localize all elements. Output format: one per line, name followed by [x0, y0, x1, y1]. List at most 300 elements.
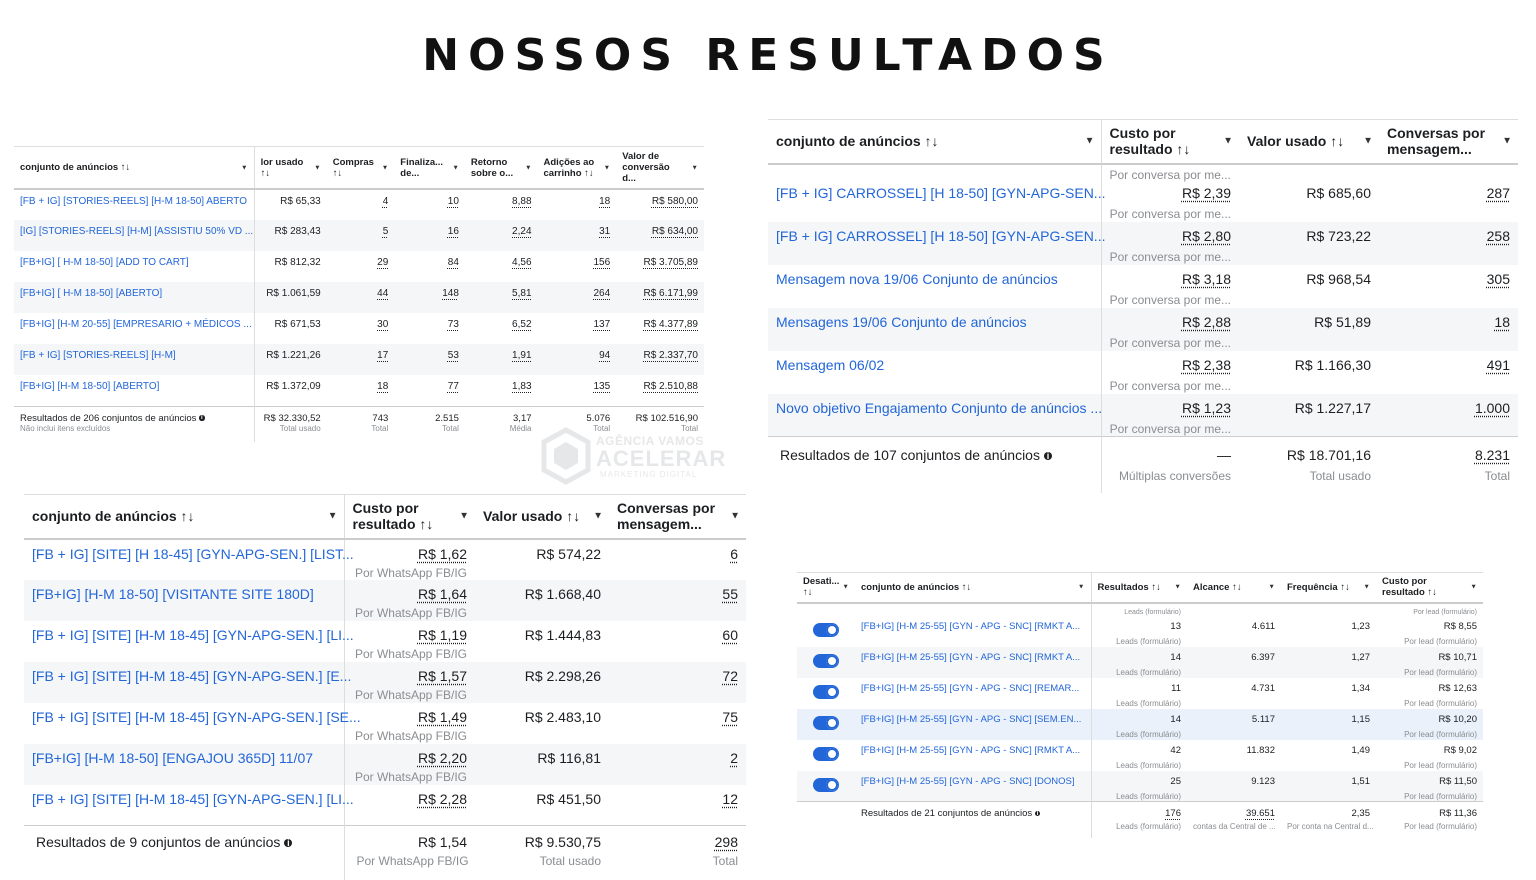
table-row[interactable]	[768, 308, 1518, 351]
ad-set-name-link[interactable]	[24, 580, 344, 621]
ad-set-name-link[interactable]	[14, 251, 254, 282]
metric-cell	[616, 189, 704, 220]
metric-cell	[254, 313, 327, 344]
frequency-value-value: 1,49	[1351, 744, 1370, 756]
metric-cell-value: 1,91	[512, 350, 532, 361]
pd-column-header-0[interactable]	[797, 573, 855, 603]
pd-column-header-4[interactable]	[1281, 573, 1376, 603]
empty-cell	[797, 802, 855, 838]
amount-spent	[475, 580, 609, 621]
frequency-value-value: 1,15	[1351, 713, 1370, 725]
total-cell-sublabel: Total	[593, 423, 611, 433]
ad-set-name-link[interactable]	[14, 189, 254, 220]
table-row[interactable]	[768, 351, 1518, 394]
frequency-value	[1281, 647, 1376, 678]
chevron-down-icon[interactable]: ▼	[381, 164, 389, 171]
reach-count	[1187, 647, 1281, 678]
conversations-count	[609, 662, 746, 703]
table-row[interactable]	[14, 220, 704, 251]
metric-cell	[254, 189, 327, 220]
metric-cell-value: 18	[377, 381, 389, 392]
total-frequency-sublabel: Por conta na Central d...	[1287, 822, 1374, 831]
pa-column-header-5[interactable]	[538, 147, 617, 190]
conversations-count	[609, 621, 746, 662]
total-cost-per-lead-value: R$ 11,36	[1439, 808, 1477, 819]
page-title: NOSSOS RESULTADOS	[422, 30, 1114, 81]
chevron-down-icon[interactable]: ▼	[603, 164, 611, 171]
chevron-down-icon[interactable]: ▼	[1363, 583, 1370, 591]
ad-set-name-link-value[interactable]: [FB + IG] [SITE] [H-M 18-45] [GYN-APG-SEN.] [LI...	[32, 626, 354, 643]
cost-per-result-sublabel: Por WhatsApp FB/IG	[354, 728, 467, 743]
metric-cell-value: 29	[377, 257, 389, 268]
ad-set-name-link-value[interactable]: [FB+IG] [H-M 25-55] [GYN - APG - SNC] [RMKT A...	[861, 620, 1081, 632]
chevron-down-icon[interactable]: ▼	[524, 164, 532, 171]
chevron-down-icon[interactable]: ▼	[730, 510, 740, 522]
ad-set-name-link[interactable]	[14, 282, 254, 313]
cost-per-result	[344, 662, 475, 703]
metric-cell-value: 73	[447, 319, 459, 330]
total-spent-value: R$ 18.701,16	[1286, 447, 1371, 463]
metric-cell-value: R$ 812,32	[274, 257, 321, 268]
total-cell-value: 2.515	[435, 412, 459, 424]
chevron-down-icon[interactable]: ▼	[459, 510, 469, 522]
reach-count-value: 9.123	[1251, 775, 1275, 787]
frequency-value-value: 1,27	[1351, 651, 1370, 663]
active-toggle[interactable]	[813, 654, 839, 668]
info-icon[interactable]: i	[1044, 452, 1052, 460]
results-summary	[855, 802, 1091, 838]
cost-per-lead	[1376, 678, 1483, 709]
cost-per-lead	[1376, 771, 1483, 802]
reach-count-value: 4.731	[1251, 682, 1275, 694]
cost-per-result-value: R$ 1,19	[417, 626, 467, 643]
pa-column-header-2[interactable]	[327, 147, 395, 190]
conversations-count	[1379, 265, 1518, 308]
results-count	[1091, 678, 1187, 709]
total-frequency	[1281, 802, 1376, 838]
table-row[interactable]	[768, 222, 1518, 265]
ad-set-name-link[interactable]	[768, 265, 1101, 308]
ad-set-name-link-value[interactable]: [FB+IG] [H-M 18-50] [ENGAJOU 365D] 11/07	[32, 749, 314, 766]
amount-spent	[475, 539, 609, 580]
results-summary-value: Resultados de 21 conjuntos de anúncios i	[861, 808, 1039, 819]
ad-set-name-link[interactable]	[14, 313, 254, 344]
conversations-count	[1379, 222, 1518, 265]
cost-per-result-value: R$ 1,23	[1181, 399, 1231, 416]
table-row[interactable]	[24, 580, 746, 621]
metric-cell	[616, 282, 704, 313]
total-cell-sublabel: Total	[681, 423, 698, 433]
metric-cell	[616, 344, 704, 375]
pa-column-header-0[interactable]	[14, 147, 254, 190]
total-spent	[1239, 437, 1379, 493]
table-row[interactable]	[14, 282, 704, 313]
chevron-down-icon[interactable]: ▼	[1363, 135, 1373, 147]
toggle-cell	[797, 647, 855, 678]
conversations-count-value: 18	[1494, 313, 1510, 330]
ad-set-name-link[interactable]	[24, 744, 344, 785]
column-header-label: Custo por resultado ↑↓	[352, 500, 434, 533]
ad-set-name-link[interactable]	[768, 179, 1106, 222]
chevron-down-icon[interactable]: ▼	[1470, 583, 1477, 591]
amount-spent	[1239, 351, 1379, 394]
metric-cell	[327, 313, 395, 344]
cost-per-lead	[1376, 616, 1483, 647]
pc-column-header-1[interactable]	[344, 495, 475, 539]
pb-column-header-1[interactable]	[1101, 120, 1239, 164]
amount-spent-value: R$ 1.668,40	[524, 585, 601, 602]
active-toggle[interactable]	[813, 685, 839, 699]
metric-cell	[538, 313, 617, 344]
cost-per-result-value: R$ 2,20	[417, 749, 467, 766]
partial-cell	[1091, 603, 1187, 616]
metric-cell	[254, 375, 327, 406]
ad-set-name-link-value[interactable]: [FB + IG] [SITE] [H-M 18-45] [GYN-APG-SEN.] [SE...	[32, 708, 361, 725]
conversations-count	[609, 785, 746, 826]
ad-set-name-link-value[interactable]: Novo objetivo Engajamento Conjunto de anúncios ...	[776, 399, 1103, 416]
ad-set-name-link-value[interactable]: [FB+IG] [ H-M 18-50] [ADD TO CART]	[20, 257, 189, 268]
pb-column-header-0[interactable]	[768, 120, 1101, 164]
table-row[interactable]	[24, 785, 746, 826]
chevron-down-icon[interactable]: ▼	[842, 583, 849, 591]
cost-per-lead-value: R$ 12,63	[1438, 682, 1477, 694]
amount-spent-value: R$ 2.483,10	[524, 708, 601, 725]
chevron-down-icon[interactable]: ▼	[452, 164, 459, 171]
metric-cell	[254, 282, 327, 313]
metric-cell-value: 5,81	[512, 288, 532, 299]
pd-column-header-5[interactable]	[1376, 573, 1483, 603]
amount-spent-value: R$ 51,89	[1314, 313, 1371, 330]
ad-set-name-link-value[interactable]: [FB + IG] CARROSSEL] [H 18-50] [GYN-APG-SEN...	[776, 184, 1106, 201]
metric-cell-value: R$ 6.171,99	[643, 288, 698, 299]
table-row[interactable]	[797, 678, 1483, 709]
ad-set-name-link-value[interactable]: [FB + IG] [STORIES-REELS] [H-M 18-50] ABERTO	[20, 196, 248, 207]
pa-column-header-1[interactable]	[254, 147, 327, 190]
conversations-count-value: 287	[1486, 184, 1510, 201]
partial-cell	[1376, 603, 1483, 616]
results-count	[1091, 647, 1187, 678]
metric-cell	[394, 313, 465, 344]
metric-cell	[327, 344, 395, 375]
table-row[interactable]	[797, 616, 1483, 647]
ad-set-name-link-value[interactable]: Mensagem 06/02	[776, 356, 885, 373]
reach-count	[1187, 709, 1281, 740]
table-row[interactable]	[797, 771, 1483, 802]
amount-spent	[1239, 222, 1379, 265]
amount-spent-value: R$ 968,54	[1306, 270, 1371, 287]
ad-set-name-link-value[interactable]: Mensagens 19/06 Conjunto de anúncios	[776, 313, 1027, 330]
cost-per-result-value: R$ 1,57	[417, 667, 467, 684]
active-toggle[interactable]	[813, 623, 839, 637]
ad-set-name-link[interactable]	[768, 222, 1106, 265]
cost-per-result	[1101, 351, 1239, 394]
chevron-down-icon[interactable]: ▼	[1084, 135, 1095, 147]
table-row[interactable]	[768, 394, 1518, 437]
ad-set-name-link[interactable]	[14, 220, 254, 251]
ad-set-name-link-value[interactable]: [FB + IG] [SITE] [H-M 18-45] [GYN-APG-SEN.] [LI...	[32, 790, 354, 807]
cost-per-result-sublabel: Por conversa por me...	[1109, 378, 1231, 393]
pd-column-header-2[interactable]	[1091, 573, 1187, 603]
ad-set-name-link-value[interactable]: [FB + IG] CARROSSEL] [H 18-50] [GYN-APG-SEN...	[776, 227, 1106, 244]
total-cell-sublabel: Média	[509, 423, 532, 433]
ad-set-name-link-value[interactable]: [FB+IG] [H-M 18-50] [ABERTO]	[20, 381, 160, 392]
metric-cell-value: R$ 2.337,70	[643, 350, 698, 361]
pd-column-header-1[interactable]	[855, 573, 1091, 603]
results-count	[1091, 616, 1187, 647]
info-icon[interactable]: i	[284, 839, 292, 847]
pc-column-header-3[interactable]	[609, 495, 746, 539]
ad-set-name-link[interactable]	[24, 539, 354, 580]
empty-cell	[1239, 164, 1379, 179]
column-header-label: Finaliza... de...	[400, 156, 444, 179]
metric-cell	[465, 313, 538, 344]
ad-set-name-link[interactable]	[855, 678, 1091, 709]
chevron-down-icon[interactable]: ▼	[1174, 583, 1181, 591]
total-cell-value: R$ 32.330,52	[263, 412, 321, 424]
empty-cell	[768, 164, 1101, 179]
metric-cell-value: 18	[599, 196, 611, 207]
ad-set-name-link[interactable]	[14, 375, 254, 406]
watermark-line-2: ACELERAR	[596, 446, 727, 471]
total-spent-sublabel: Total usado	[1309, 469, 1371, 483]
metric-cell-value: R$ 283,43	[274, 226, 321, 237]
metric-cell	[327, 251, 395, 282]
table-row[interactable]	[24, 621, 746, 662]
pb-column-header-3[interactable]	[1379, 120, 1518, 164]
metric-cell	[465, 282, 538, 313]
total-cost-sublabel: Por WhatsApp FB/IG	[356, 854, 469, 868]
column-header-label: conjunto de anúncios ↑↓	[776, 133, 939, 150]
reach-count	[1187, 616, 1281, 647]
table-row-partial	[768, 164, 1518, 179]
chevron-down-icon[interactable]: ▼	[593, 510, 603, 522]
ad-set-name-link-value[interactable]: Mensagem nova 19/06 Conjunto de anúncios	[776, 270, 1058, 287]
ad-set-name-link-value[interactable]: [IG] [STORIES-REELS] [H-M] [ASSISTIU 50% VD ...	[20, 226, 254, 237]
chevron-down-icon[interactable]: ▼	[1223, 135, 1233, 147]
partial-cell	[1187, 603, 1281, 616]
conversations-count-value: 12	[722, 790, 738, 807]
metric-cell-value: R$ 671,53	[274, 319, 321, 330]
ad-set-name-link-value[interactable]: [FB+IG] [H-M 18-50] [VISITANTE SITE 180D]	[32, 585, 314, 602]
total-cell	[394, 406, 465, 442]
table-row[interactable]	[14, 313, 704, 344]
pd-column-header-3[interactable]	[1187, 573, 1281, 603]
metric-cell	[538, 251, 617, 282]
table-row[interactable]	[14, 189, 704, 220]
cost-per-lead-value: R$ 10,71	[1438, 651, 1477, 663]
metric-cell	[538, 189, 617, 220]
cost-per-result-sublabel: Por WhatsApp FB/IG	[354, 687, 467, 702]
results-count-value: 42	[1170, 744, 1181, 756]
chevron-down-icon[interactable]: ▼	[1502, 135, 1512, 147]
metric-cell-value: 148	[442, 288, 459, 299]
total-conversations-value: 298	[714, 834, 738, 850]
column-header-label: conjunto de anúncios ↑↓	[32, 508, 195, 525]
ad-set-name-link[interactable]	[855, 740, 1091, 771]
frequency-value-value: 1,23	[1351, 620, 1370, 632]
cost-per-lead-value: R$ 8,55	[1443, 620, 1477, 632]
info-icon[interactable]: i	[1036, 809, 1039, 817]
total-spent-value: R$ 9.530,75	[524, 834, 601, 850]
results-summary-value: Resultados de 9 conjuntos de anúncios i	[36, 834, 292, 850]
ad-set-name-link-value[interactable]: [FB+IG] [H-M 25-55] [GYN - APG - SNC] [SEM.EN...	[861, 713, 1082, 725]
amount-spent	[475, 621, 609, 662]
table-row[interactable]	[768, 265, 1518, 308]
ad-set-name-link[interactable]	[24, 785, 354, 826]
cost-per-result-value: R$ 1,64	[417, 585, 467, 602]
metric-cell-value: 156	[593, 257, 611, 268]
ad-set-name-link[interactable]	[855, 616, 1091, 647]
reach-count-value: 6.397	[1251, 651, 1275, 663]
info-icon[interactable]: i	[200, 414, 203, 422]
metric-cell	[538, 375, 617, 406]
metric-cell	[254, 251, 327, 282]
chevron-down-icon[interactable]: ▼	[314, 164, 321, 171]
conversations-count-value: 1.000	[1474, 399, 1510, 416]
metric-cell-value: 10	[447, 196, 459, 207]
pb-column-header-2[interactable]	[1239, 120, 1379, 164]
conversations-count	[1379, 308, 1518, 351]
pc-column-header-2[interactable]	[475, 495, 609, 539]
results-count-sublabel: Leads (formulário)	[1116, 729, 1181, 739]
metric-cell	[394, 375, 465, 406]
ad-set-name-link[interactable]	[768, 394, 1101, 437]
pa-column-header-4[interactable]	[465, 147, 538, 190]
cost-per-result-value: R$ 1,62	[417, 545, 467, 562]
ad-sets-table-messages	[768, 119, 1518, 491]
active-toggle[interactable]	[813, 778, 839, 792]
frequency-value	[1281, 616, 1376, 647]
total-cost-per-lead	[1376, 802, 1483, 838]
table-row[interactable]	[797, 709, 1483, 740]
chevron-down-icon[interactable]: ▼	[327, 510, 338, 522]
total-cell-sublabel: Total	[371, 423, 389, 433]
metric-cell-value: 16	[447, 226, 459, 237]
results-count-sublabel: Leads (formulário)	[1116, 698, 1181, 708]
table-row[interactable]	[24, 703, 746, 744]
total-cell-value: 3,17	[513, 412, 532, 424]
pc-column-header-0[interactable]	[24, 495, 344, 539]
table-row[interactable]	[24, 662, 746, 703]
ad-set-name-link-value[interactable]: [FB + IG] [SITE] [H-M 18-45] [GYN-APG-SEN.] [E...	[32, 667, 352, 684]
watermark-line-3: MARKETING DIGITAL	[600, 470, 698, 479]
table-row[interactable]	[14, 375, 704, 406]
ad-set-name-link-value[interactable]: [FB+IG] [H-M 25-55] [GYN - APG - SNC] [REMAR...	[861, 682, 1080, 694]
ad-set-name-link[interactable]	[24, 662, 352, 703]
frequency-value	[1281, 709, 1376, 740]
conversations-count	[1379, 179, 1518, 222]
chevron-down-icon[interactable]: ▼	[1077, 583, 1085, 591]
table-row[interactable]	[14, 251, 704, 282]
chevron-down-icon[interactable]: ▼	[691, 164, 698, 171]
ad-set-name-link[interactable]	[14, 344, 254, 375]
total-cell-sublabel: Total usado	[279, 423, 321, 433]
cost-per-result-value: R$ 3,18	[1181, 270, 1231, 287]
metric-cell	[254, 220, 327, 251]
table-row[interactable]	[797, 740, 1483, 771]
ad-set-name-link[interactable]	[855, 771, 1091, 802]
frequency-value	[1281, 740, 1376, 771]
ad-set-name-link-value[interactable]: [FB+IG] [ H-M 18-50] [ABERTO]	[20, 288, 163, 299]
reach-count	[1187, 678, 1281, 709]
metric-cell	[616, 220, 704, 251]
ad-set-name-link[interactable]	[855, 709, 1091, 740]
ad-set-name-link[interactable]	[768, 351, 1101, 394]
active-toggle[interactable]	[813, 716, 839, 730]
cost-per-lead	[1376, 647, 1483, 678]
table-row[interactable]	[14, 344, 704, 375]
metric-cell-value: 44	[377, 288, 389, 299]
metric-cell-value: R$ 2.510,88	[643, 381, 698, 392]
partial-sublabel: Por lead (formulário)	[1413, 608, 1477, 616]
metric-cell-value: 94	[599, 350, 611, 361]
column-header-label: Conversas por mensagem...	[1387, 125, 1486, 158]
metric-cell	[327, 220, 395, 251]
cost-per-result-value: R$ 2,39	[1181, 184, 1231, 201]
cost-per-result	[344, 621, 475, 662]
ad-set-name-link[interactable]	[768, 308, 1101, 351]
metric-cell-value: 84	[447, 257, 459, 268]
total-spent-sublabel: Total usado	[539, 854, 601, 868]
active-toggle[interactable]	[813, 747, 839, 761]
chevron-down-icon[interactable]: ▼	[1268, 583, 1275, 591]
pa-column-header-6[interactable]	[616, 147, 704, 190]
table-row[interactable]	[768, 179, 1518, 222]
results-count-sublabel: Leads (formulário)	[1116, 760, 1181, 770]
cost-per-result	[1101, 179, 1239, 222]
column-header-label: conjunto de anúncios ↑↓	[20, 162, 131, 173]
results-count	[1091, 709, 1187, 740]
table-row[interactable]	[24, 744, 746, 785]
metric-cell	[394, 344, 465, 375]
chevron-down-icon[interactable]: ▼	[241, 164, 248, 171]
pa-column-header-3[interactable]	[394, 147, 465, 190]
results-count-value: 14	[1170, 713, 1181, 725]
table-row[interactable]	[797, 647, 1483, 678]
ad-set-name-link-value[interactable]: [FB+IG] [H-M 25-55] [GYN - APG - SNC] [RMKT A...	[861, 651, 1081, 663]
reach-count	[1187, 740, 1281, 771]
results-summary-value: Resultados de 107 conjuntos de anúncios i	[780, 447, 1052, 463]
ad-set-name-link-value[interactable]: [FB + IG] [STORIES-REELS] [H-M]	[20, 350, 176, 361]
ad-set-name-link-value[interactable]: [FB+IG] [H-M 25-55] [GYN - APG - SNC] [DONOS]	[861, 775, 1075, 787]
amount-spent-value: R$ 1.166,30	[1294, 356, 1371, 373]
ad-set-name-link-value[interactable]: [FB+IG] [H-M 25-55] [GYN - APG - SNC] [RMKT A...	[861, 744, 1081, 756]
column-header-label: Valor usado ↑↓	[1247, 133, 1345, 150]
cost-per-lead-sublabel: Por lead (formulário)	[1404, 667, 1477, 677]
conversations-count	[609, 539, 746, 580]
column-header-label: Resultados ↑↓	[1097, 581, 1161, 593]
ad-set-name-link[interactable]	[855, 647, 1091, 678]
results-summary	[24, 826, 344, 880]
amount-spent	[475, 703, 609, 744]
cost-per-lead	[1376, 709, 1483, 740]
table-row[interactable]	[24, 539, 746, 580]
ad-set-name-link[interactable]	[24, 703, 361, 744]
ad-set-name-link-value[interactable]: [FB+IG] [H-M 20-55] [EMPRESARIO + MÉDICOS ...	[20, 319, 252, 330]
column-header-label: Custo por resultado ↑↓	[1382, 576, 1437, 599]
ad-set-name-link-value[interactable]: [FB + IG] [SITE] [H 18-45] [GYN-APG-SEN.] [LIST...	[32, 545, 354, 562]
toggle-cell	[797, 678, 855, 709]
total-cost-sublabel: Múltiplas conversões	[1118, 469, 1231, 483]
metric-cell-value: 137	[593, 319, 611, 330]
total-cell	[254, 406, 327, 442]
results-count-value: 11	[1171, 682, 1181, 694]
metric-cell-value: 5	[382, 226, 389, 237]
cost-per-lead-sublabel: Por lead (formulário)	[1404, 760, 1477, 770]
total-conversations-sublabel: Total	[1484, 469, 1510, 483]
metric-cell	[538, 344, 617, 375]
ad-set-name-link[interactable]	[24, 621, 354, 662]
